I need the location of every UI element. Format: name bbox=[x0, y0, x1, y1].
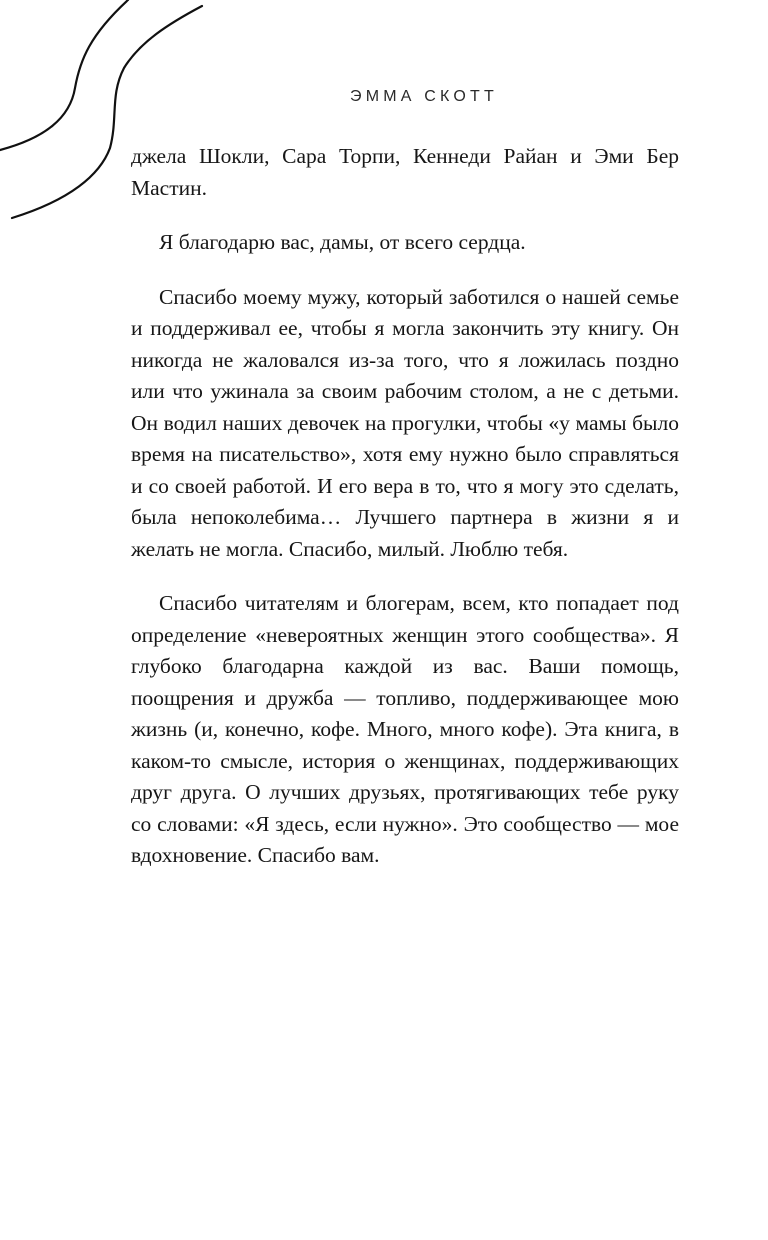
running-head-author: ЭММА СКОТТ bbox=[350, 88, 498, 105]
paragraph-continued: джела Шокли, Сара Торпи, Кеннеди Райан и Эми Бер Мастин. bbox=[131, 144, 679, 200]
body-text bbox=[131, 141, 679, 895]
paragraph: Спасибо моему мужу, который заботился о нашей семье и поддерживал ее, чтобы я могла закончить эту книгу. Он никогда не жаловался из-за того, что я ложилась поздно или что ужинала за своим рабочим столом, а не с детьми. Он водил наших девочек на прогулки, чтобы «у мамы было время на писательство», хотя ему нужно было справляться и со своей работой. И его вера в то, что я могу это сделать, была непоколебима… Лучшего партнера в жизни я и желать не могла. Спасибо, милый. Люблю тебя. bbox=[131, 284, 679, 561]
paragraph: Я благодарю вас, дамы, от всего сердца. bbox=[159, 230, 526, 254]
ornament-line-upper bbox=[0, 0, 128, 150]
paragraph: Спасибо читателям и блогерам, всем, кто попадает под определение «невероятных женщин этого сообщества». Я глубоко благодарна каждой из вас. Ваши помощь, поощрения и дружба — топливо, поддерживающее мою жизнь (и, конечно, кофе. Много, много кофе). Эта книга, в каком-то смысле, история о женщинах, поддерживающих друг друга. О лучших друзьях, протягивающих тебе руку со словами: «Я здесь, если нужно». Это сообщество — мое вдохновение. Спасибо вам. bbox=[131, 591, 679, 867]
